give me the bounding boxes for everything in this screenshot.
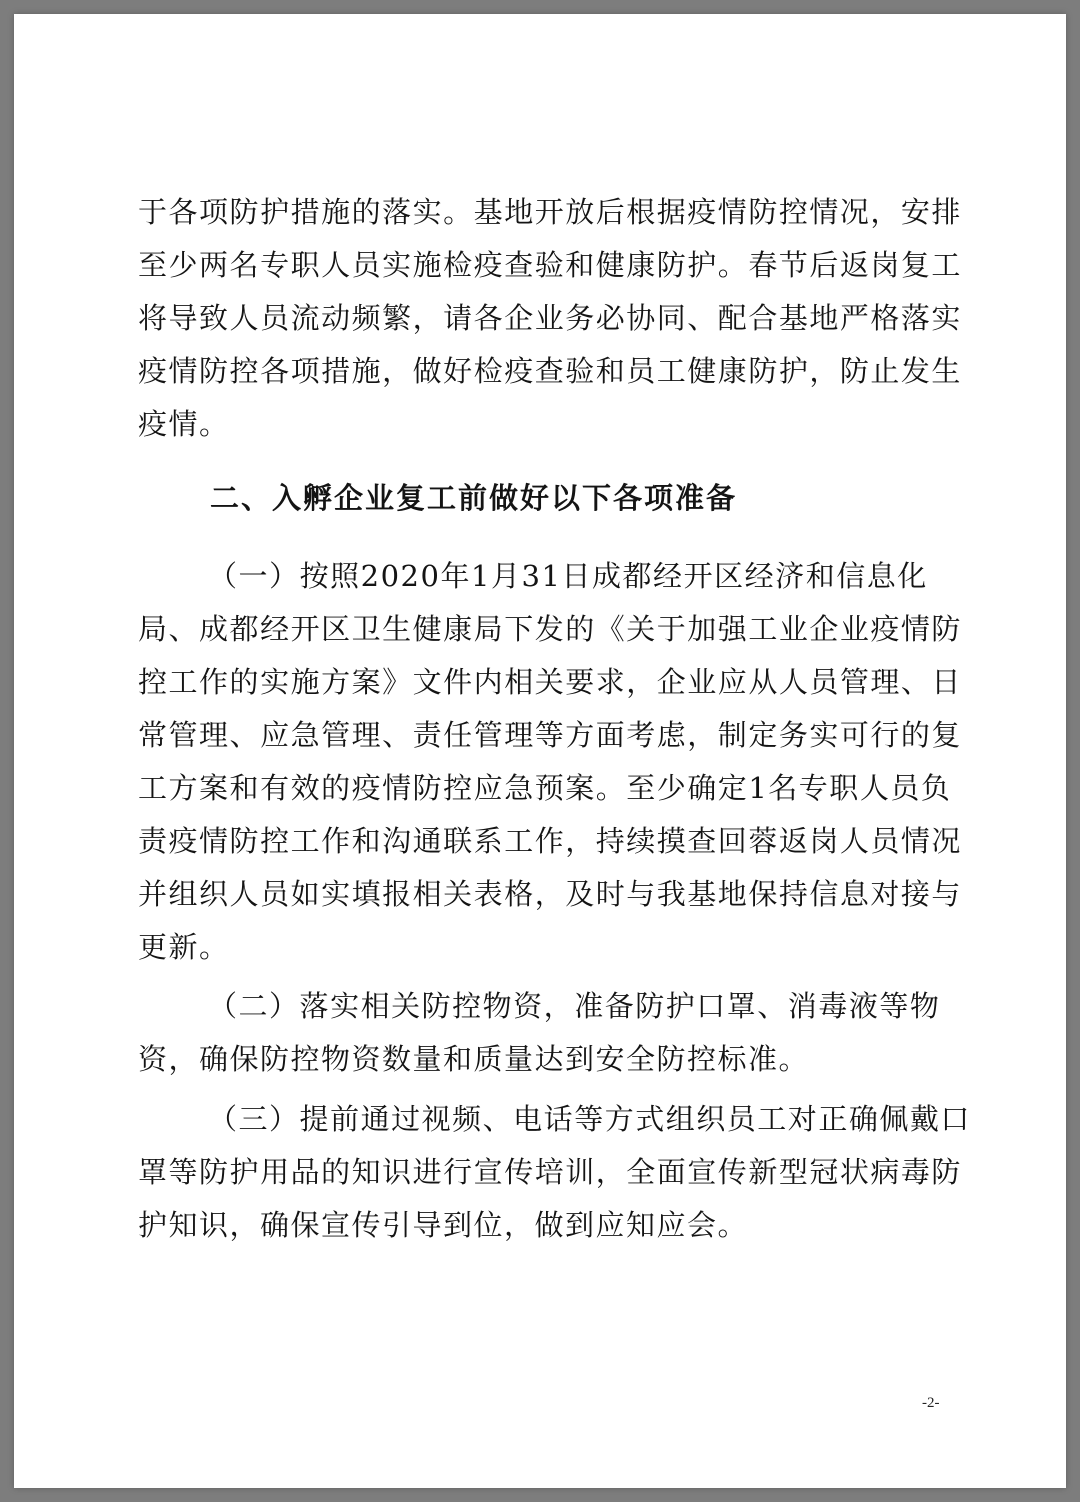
- item-2-line: （ 二 ） 落 实 相 关 防 控 物 资 ， 准 备 防 护 口 罩 、 消 毒 液 等 物: [208, 989, 941, 1023]
- page-number: -2-: [922, 1395, 940, 1411]
- paragraph-line: 疫 情 防 控 各 项 措 施 ， 做 好 检 疫 查 验 和 员 工 健 康 防 护 ， 防 止 发 生: [138, 354, 962, 388]
- item-3-line: 罩 等 防 护 用 品 的 知 识 进 行 宣 传 培 训 ， 全 面 宣 传 新 型 冠 状 病 毒 防: [138, 1155, 962, 1189]
- item-1-line: （ 一 ） 按 照 2020 年 1 月 31 日 成 都 经 开 区 经 济 和 信 息 化: [208, 559, 928, 593]
- document-page: [14, 14, 1066, 1488]
- item-1-line: 并 组 织 人 员 如 实 填 报 相 关 表 格 ， 及 时 与 我 基 地 保 持 信 息 对 接 与: [138, 877, 962, 911]
- item-1-line: 更新。: [138, 930, 230, 964]
- item-2-line: 资，确保防控物资数量和质量达到安全防控标准。: [138, 1042, 810, 1076]
- paragraph-line: 于 各 项 防 护 措 施 的 落 实 。 基 地 开 放 后 根 据 疫 情 防 控 情 况 ， 安 排: [138, 195, 962, 229]
- item-1-line: 控 工 作 的 实 施 方 案 》 文 件 内 相 关 要 求 ， 企 业 应 从 人 员 管 理 、 日: [138, 665, 962, 699]
- item-3-line: （ 三 ） 提 前 通 过 视 频 、 电 话 等 方 式 组 织 员 工 对 正 确 佩 戴 口: [208, 1102, 971, 1136]
- item-1-line: 工 方 案 和 有 效 的 疫 情 防 控 应 急 预 案 。 至 少 确 定 1 名 专 职 人 员 负: [138, 771, 952, 805]
- paragraph-line: 至 少 两 名 专 职 人 员 实 施 检 疫 查 验 和 健 康 防 护 。 春 节 后 返 岗 复 工: [138, 248, 962, 282]
- item-1-line: 局 、 成 都 经 开 区 卫 生 健 康 局 下 发 的 《 关 于 加 强 工 业 企 业 疫 情 防: [138, 612, 962, 646]
- section-heading: 二、入孵企业复工前做好以下各项准备: [210, 481, 738, 515]
- paragraph-line: 疫情。: [138, 407, 230, 441]
- item-1-line: 责 疫 情 防 控 工 作 和 沟 通 联 系 工 作 ， 持 续 摸 查 回 蓉 返 岗 人 员 情 况: [138, 824, 962, 858]
- paragraph-line: 将 导 致 人 员 流 动 频 繁 ， 请 各 企 业 务 必 协 同 、 配 合 基 地 严 格 落 实: [138, 301, 962, 335]
- item-1-line: 常 管 理 、 应 急 管 理 、 责 任 管 理 等 方 面 考 虑 ， 制 定 务 实 可 行 的 复: [138, 718, 962, 752]
- item-3-line: 护知识，确保宣传引导到位，做到应知应会。: [138, 1208, 749, 1242]
